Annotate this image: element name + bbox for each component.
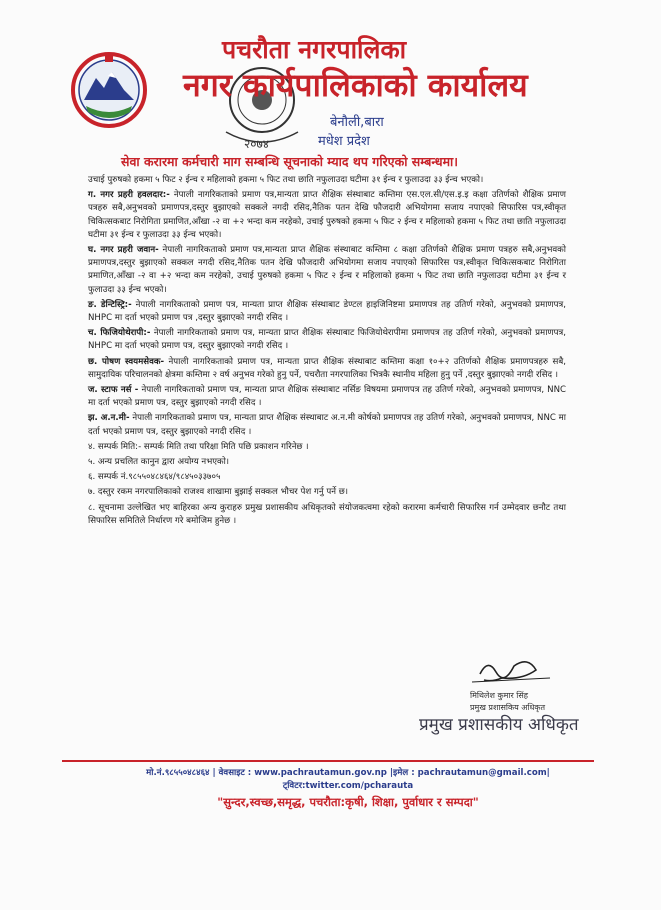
body-paragraph: उचाई पुरुषको हकमा ५ फिट २ ईन्च र महिलाको हकमा ५ फिट तथा छाति नफुलाउदा घटीमा ३१ ईन्च र फुलाउदा ३३ ईन्च भएको।	[88, 175, 484, 185]
province-name: मधेश प्रदेश	[318, 134, 370, 149]
notice-subject: सेवा करारमा कर्मचारी माग सम्बन्धि सूचनाको म्याद थप गरिएको सम्बन्धमा।	[121, 154, 459, 169]
notice-body	[88, 174, 566, 530]
office-name: नगर कार्यपालिकाको कार्यालय	[183, 66, 528, 104]
body-paragraph: घ. नगर प्रहरी जवान- नेपाली नागरिकताको प्रमाण पत्र,मान्यता प्राप्त शैक्षिक संस्थाबाट कम्तिमा ८ कक्षा उतिर्णको शैक्षिक प्रमाण पत्रहरु सबै,अनुभवको प्रमाणपत्र,दस्तुर बुझाएको सक्कल नगदी रसिद,नैतिक पतन देखि फौजदारी अभियोगमा सजाय नपाएको सिफारिस पत्र,स्वीकृत चिकित्सकबाट निरोगिता प्रमाणित,आँखा -२ वा +२ भन्दा कम नरहेको, उचाई पुरुषको हकमा ५ फिट २ ईन्च र महिलाको हकमा ५ फिट तथा छाति नफुलाउदा घटीमा ३१ ईन्च र फुलाउदा ३३ ईन्च भएको।	[88, 245, 567, 295]
nepal-emblem-icon	[68, 48, 150, 130]
body-paragraph: ६. सम्पर्क नं.९८५५०४८४६४/९८४५०३३७०५	[88, 472, 221, 483]
body-paragraph: छ. पोषण स्वयमसेवक- नेपाली नागरिकताको प्रमाण पत्र, मान्यता प्राप्त शैक्षिक संस्थाबाट कम्तिमा कक्षा १०+२ उतिर्णको शैक्षिक प्रमाणपत्रहरु सबै, सामुदायिक परिचालनको क्षेत्रमा कम्तिमा २ वर्ष अनुभव गरेको हुनु पर्ने, पचरौता नगरपालिका भित्रकै स्थानीय महिला हुनु पर्ने ,दस्तुर बुझाएको नगदी रसिद ।	[88, 356, 566, 380]
svg-text:२०७४: २०७४	[244, 137, 269, 151]
body-paragraph: ग. नगर प्रहरी हवलदार:- नेपाली नागरिकताको प्रमाण पत्र,मान्यता प्राप्त शैक्षिक संस्थाबाट कम्तिमा एस.एल.सी/एस.इ.इ कक्षा उतिर्णको शैक्षिक प्रमाण पत्रहरु सबै,अनुभवको प्रमाणपत्र,दस्तुर बुझाएको सक्कले नगदी रसिद,नैतिक पतन देखि फौजदारी अभियोगमा सजाय नपाएको सिफारिस पत्र,स्वीकृत चिकित्सकबाट निरोगिता प्रमाणित,आँखा -२ वा +२ भन्दा कम नरहेको, उचाई पुरुषको हकमा ५ फिट २ ईन्च र महिलाको हकमा ५ फिट तथा छाति नफुलाउदा घटीमा ३१ ईन्च र फुलाउदा ३३ ईन्च भएको।	[88, 190, 566, 240]
body-paragraph: ७. दस्तुर रकम नगरपालिकाको राजश्व शाखामा बुझाई सक्कल भौचर पेश गर्नु पर्ने छ।	[88, 487, 348, 498]
body-paragraph: ज. स्टाफ नर्स - नेपाली नागरिकताको प्रमाण पत्र, मान्यता प्राप्त शैक्षिक संस्थाबाट नर्सिङ विषयमा प्रमाणपत्र तह उतिर्ण गरेको, अनुभवको प्रमाणपत्र, NNC मा दर्ता भएको प्रमाण पत्र, दस्तुर बुझाएको नगदी रसिद ।	[88, 385, 567, 409]
footer-twitter: ट्विटर:twitter.com/pcharauta	[282, 781, 414, 791]
designation-stamp: प्रमुख प्रशासकीय अधिकृत	[419, 715, 579, 735]
body-paragraph: झ. अ.न.मी- नेपाली नागरिकताको प्रमाण पत्र, मान्यता प्राप्त शैक्षिक संस्थाबाट अ.न.मी कोर्षको प्रमाणपत्र तह उतिर्ण गरेको, अनुभवको प्रमाणपत्र, NNC मा दर्ता भएको प्रमाण पत्र, दस्तुर बुझाएको नगदी रसिद ।	[88, 413, 566, 437]
office-location: बेनौली,बारा	[330, 115, 384, 130]
signatory-name: मिथिलेश कुमार सिंह	[470, 691, 528, 700]
body-paragraph: च. फिजियोथेरापी:- नेपाली नागरिकताको प्रमाण पत्र, मान्यता प्राप्त शैक्षिक संस्थाबाट फिजियोथेरापीमा प्रमाणपत्र तह उतिर्ण गरेको, अनुभवको प्रमाणपत्र, NHPC मा दर्ता भएको प्रमाण पत्र, दस्तुर बुझाएको नगदी रसिद ।	[88, 328, 566, 352]
footer-contact: मो.नं.९८५५०४८४६४ | वेवसाइट : www.pachrautamun.gov.np |इमेल : pachrautamun@gmail.com|	[146, 768, 550, 778]
municipality-motto: "सुन्दर,स्वच्छ,समृद्ध, पचरौता:कृषी, शिक्षा, पुर्वाधार र सम्पदा"	[217, 795, 479, 809]
body-paragraph: ८. सूचनामा उल्लेखित भए बाहिरका अन्य कुराहरु प्रमुख प्रशासकीय अधिकृतको संयोजकत्वमा रहेको करारमा कर्मचारी सिफारिस गर्न उम्मेदवार छनौट तथा सिफारिस समितिले निर्धारण गरे बमोजिम हुनेछ ।	[88, 502, 566, 526]
municipality-name: पचरौता नगरपालिका	[222, 35, 407, 64]
signatory-role: प्रमुख प्रशासकिय अधिकृत	[470, 703, 546, 712]
footer-divider	[62, 760, 594, 762]
body-paragraph: ङ. डेन्टिस्ट्रि:- नेपाली नागरिकताको प्रमाण पत्र, मान्यता प्राप्त शैक्षिक संस्थाबाट डेण्टल हाइजिनिष्टमा प्रमाणपत्र तह उतिर्ण गरेको, अनुभवको प्रमाणपत्र, NHPC मा दर्ता भएको प्रमाण पत्र ,दस्तुर बुझाएको नगदी रसिद ।	[88, 299, 566, 324]
body-paragraph: ५. अन्य प्रचलित कानुन द्वारा अयोग्य नभएको।	[88, 457, 230, 468]
body-paragraph: ४. सम्पर्क मिति:- सम्पर्क मिति तथा परिक्षा मिति पछि प्रकाशन गरिनेछ ।	[88, 441, 309, 452]
